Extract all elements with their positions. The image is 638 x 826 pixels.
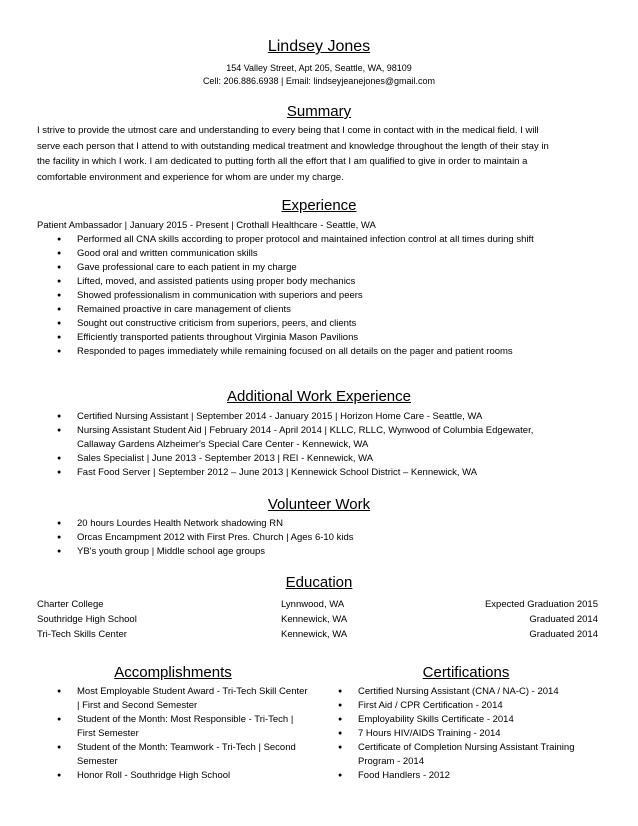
certifications-heading: Certifications [422,664,510,681]
list-item: ● Remained proactive in care management of clients [57,303,617,317]
certifications-list [338,685,593,783]
school-name: Charter College [37,599,104,610]
list-item: ● Food Handlers - 2012 [338,769,593,783]
summary-line: the facility in which I work. I am dedicated to putting forth all the effort that I am qualified to give in order to maintain a [37,156,528,167]
list-item: ● Sales Specialist | June 2013 - September 2013 | REI - Kennewick, WA [57,452,547,466]
accomplishments-heading: Accomplishments [114,664,232,681]
list-item: ● Fast Food Server | September 2012 – June 2013 | Kennewick School District – Kennewick, WA [57,466,547,480]
list-item: ● First Aid / CPR Certification - 2014 [338,699,593,713]
list-item: ● Student of the Month: Most Responsible - Tri-Tech | First Semester [57,713,309,741]
list-item: ● Performed all CNA skills according to proper protocol and maintained infection control at all times during shift [57,233,617,247]
graduation-status: Graduated 2014 [529,614,598,625]
accomplishments-list [57,685,309,783]
education-row [37,627,598,642]
list-item: ● Most Employable Student Award - Tri-Tech Skill Center | First and Second Semester [57,685,309,713]
address-line: 154 Valley Street, Apt 205, Seattle, WA, 98109 [226,63,412,73]
graduation-status: Expected Graduation 2015 [484,599,598,610]
volunteer-heading: Volunteer Work [267,496,371,513]
list-item: ● Showed professionalism in communication with superiors and peers [57,289,617,303]
education-row [37,612,598,627]
experience-heading: Experience [281,197,357,214]
summary-line: serve each person that I attend to with outstanding medical treatment and knowledge throughout the length of their stay in [37,140,549,152]
list-item: ● Responded to pages immediately while remaining focused on all details on the pager and patient rooms [57,345,617,359]
experience-list [57,233,617,359]
list-item: ● Good oral and written communication skills [57,247,617,261]
education-heading: Education [285,574,353,591]
list-item: ● Student of the Month: Teamwork - Tri-Tech | Second Semester [57,741,309,769]
volunteer-list [57,517,597,559]
school-location: Kennewick, WA [281,614,348,625]
school-name: Southridge High School [37,614,137,625]
list-item: ● Employability Skills Certificate - 2014 [338,713,593,727]
list-item: ● Nursing Assistant Student Aid | February 2014 - April 2014 | KLLC, RLLC, Wynwood of Columbia Edgewater, Callaway Gardens Alzheimer's Special Care Center - Kennewick, WA [57,424,547,452]
summary-line: comfortable environment and experience for whom are under my charge. [37,171,344,183]
list-item: ● Gave professional care to each patient in my charge [57,261,617,275]
list-item: ● Certified Nursing Assistant | September 2014 - January 2015 | Horizon Home Care - Seattle, WA [57,410,547,424]
additional-experience-list [57,410,547,480]
list-item: ● 7 Hours HIV/AIDS Training - 2014 [338,727,593,741]
school-location: Kennewick, WA [281,629,348,640]
list-item: ● 20 hours Lourdes Health Network shadowing RN [57,517,597,531]
list-item: ● Certificate of Completion Nursing Assistant Training Program - 2014 [338,741,593,769]
list-item: ● Orcas Encampment 2012 with First Pres. Church | Ages 6-10 kids [57,531,597,545]
list-item: ● Sought out constructive criticism from superiors, peers, and clients [57,317,617,331]
school-name: Tri-Tech Skills Center [37,629,127,640]
summary-line: I strive to provide the utmost care and understanding to every being that I come in contact with in the medical field. I will [37,125,539,136]
education-row [37,597,598,612]
list-item: ● Honor Roll - Southridge High School [57,769,309,783]
summary-heading: Summary [286,103,352,120]
summary-text [37,123,607,185]
list-item: ● Efficiently transported patients throughout Virginia Mason Pavilions [57,331,617,345]
school-location: Lynnwood, WA [281,599,345,610]
list-item: ● Lifted, moved, and assisted patients using proper body mechanics [57,275,617,289]
list-item: ● YB's youth group | Middle school age groups [57,545,597,559]
candidate-name: Lindsey Jones [267,38,371,55]
contact-line: Cell: 206.886.6938 | Email: lindseyjeanejones@gmail.com [202,76,436,86]
list-item: ● Certified Nursing Assistant (CNA / NA-C) - 2014 [338,685,593,699]
graduation-status: Graduated 2014 [529,629,598,640]
additional-experience-heading: Additional Work Experience [227,388,411,405]
job-title-line: Patient Ambassador | January 2015 - Present | Crothall Healthcare - Seattle, WA [37,220,376,231]
